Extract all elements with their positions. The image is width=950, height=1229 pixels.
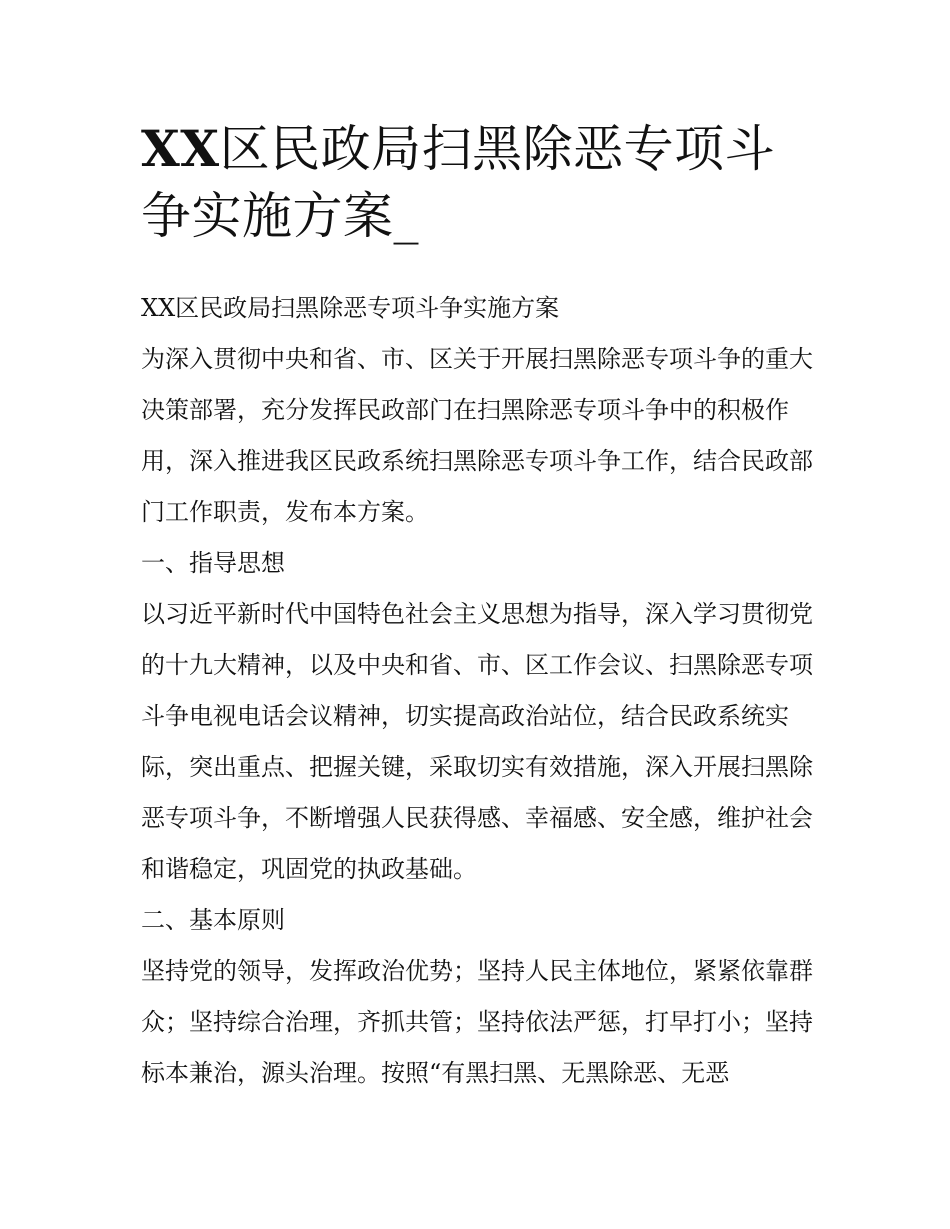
document-title-prefix: XX: [141, 119, 220, 178]
document-title: [141, 115, 816, 250]
intro-paragraph: 为深入贯彻中央和省、市、区关于开展扫黑除恶专项斗争的重大决策部署，充分发挥民政部门在扫黑除恶专项斗争中的积极作用，深入推进我区民政系统扫黑除恶专项斗争工作，结合民政部门工作职责，发布本方案。: [141, 345, 813, 526]
section-heading-guiding-thought: 一、指导思想: [141, 549, 285, 577]
document-content: [141, 115, 816, 1099]
guiding-thought-paragraph: 以习近平新时代中国特色社会主义思想为指导，深入学习贯彻党的十九大精神，以及中央和省、市、区工作会议、扫黑除恶专项斗争电视电话会议精神，切实提高政治站位，结合民政系统实际，突出重点、把握关键，采取切实有效措施，深入开展扫黑除恶专项斗争，不断增强人民获得感、幸福感、安全感，维护社会和谐稳定，巩固党的执政基础。: [141, 600, 813, 883]
basic-principles-paragraph: 坚持党的领导，发挥政治优势；坚持人民主体地位，紧紧依靠群众；坚持综合治理，齐抓共管；坚持依法严惩，打早打小；坚持标本兼治，源头治理。按照“有黑扫黑、无黑除恶、无恶: [141, 957, 813, 1087]
document-title-text: 区民政局扫黑除恶专项斗争实施方案_: [141, 120, 776, 245]
document-body: [141, 283, 816, 1099]
section-heading-basic-principles: 二、基本原则: [141, 906, 285, 934]
subtitle-paragraph: XX区民政局扫黑除恶专项斗争实施方案: [141, 294, 560, 322]
